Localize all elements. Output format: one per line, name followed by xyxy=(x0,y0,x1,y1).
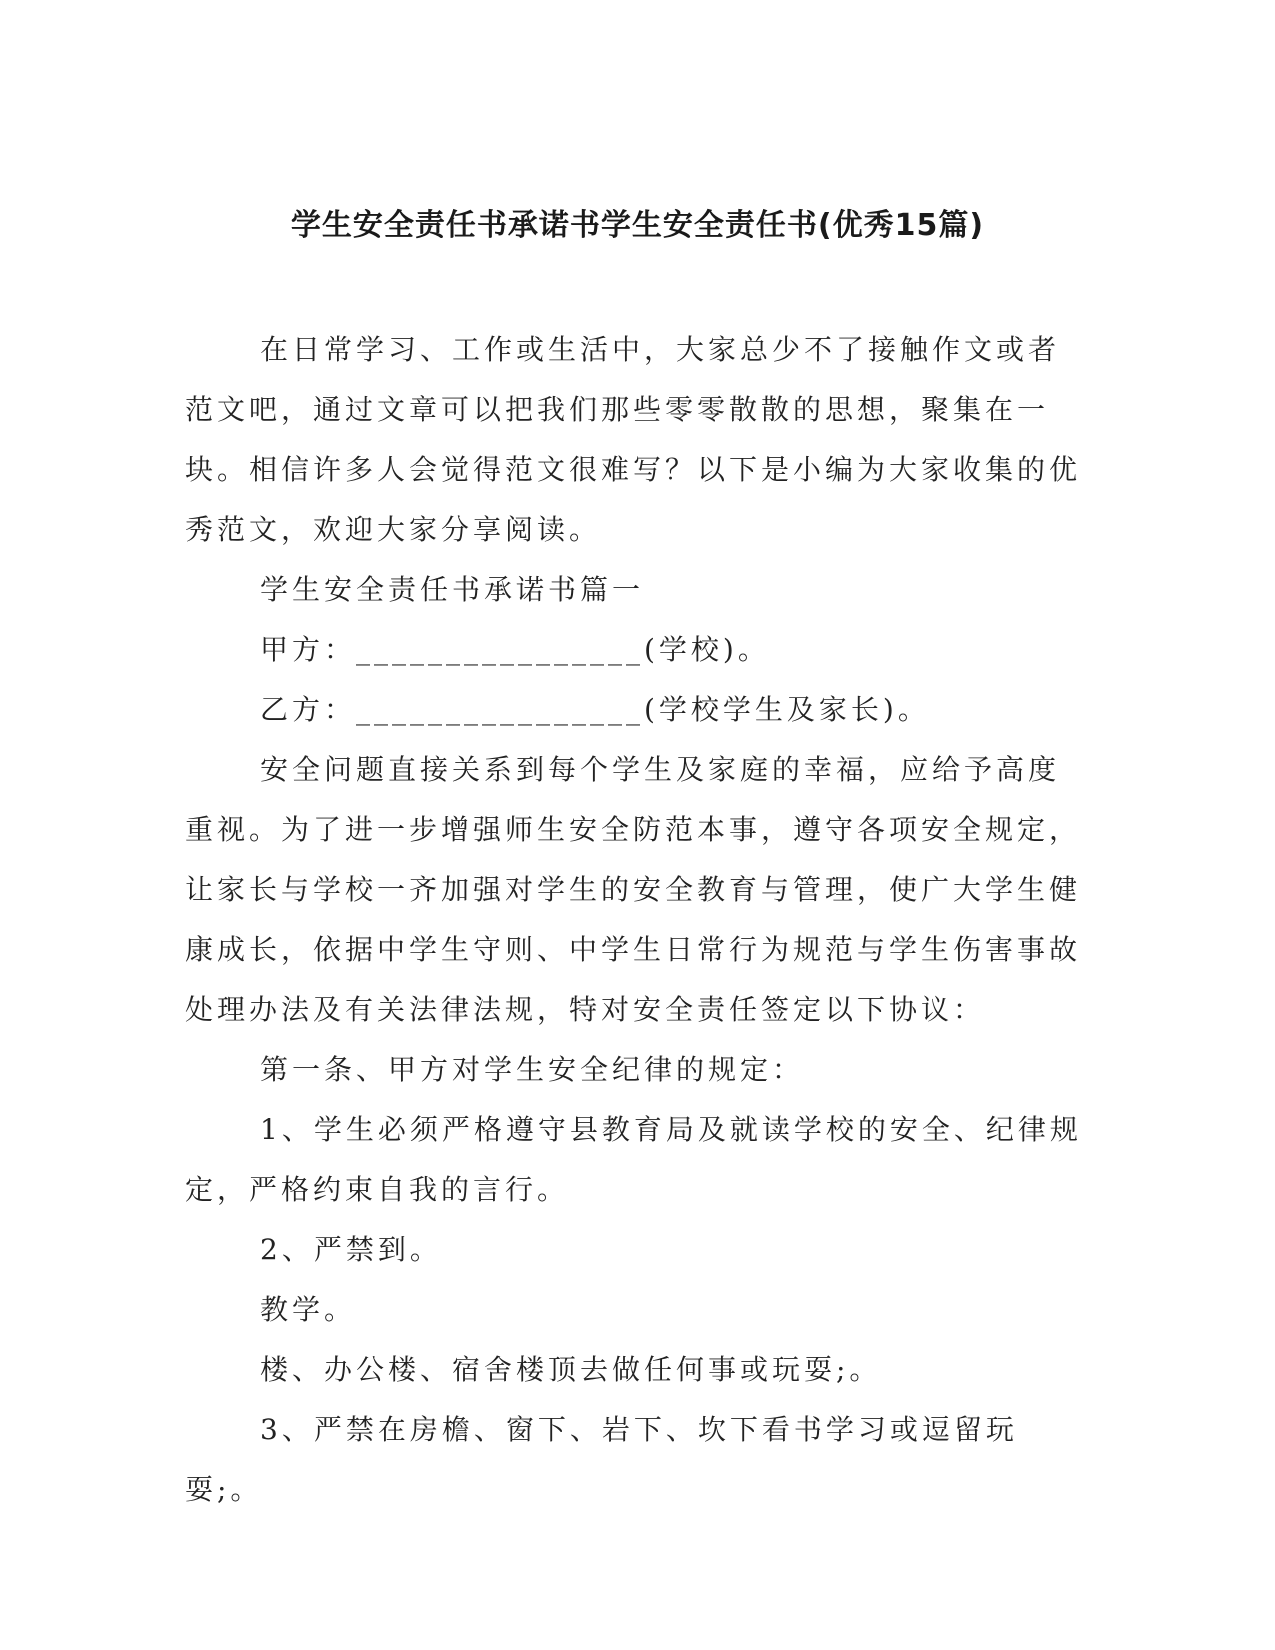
rule-item-3: 3、严禁在房檐、窗下、岩下、坎下看书学习或逗留玩耍;。 xyxy=(185,1413,1018,1506)
preamble-paragraph: 安全问题直接关系到每个学生及家庭的幸福，应给予高度重视。为了进一步增强师生安全防范本事，遵守各项安全规定，让家长与学校一齐加强对学生的安全教育与管理，使广大学生健康成长，依据中学生守则、中学生日常行为规范与学生伤害事故处理办法及有关法律法规，特对安全责任签定以下协议： xyxy=(185,753,1082,1026)
article-one-heading: 第一条、甲方对学生安全纪律的规定： xyxy=(260,1053,805,1086)
document-title: 学生安全责任书承诺书学生安全责任书(优秀15篇) xyxy=(290,208,985,243)
rule-item-2-cont-b: 楼、办公楼、宿舍楼顶去做任何事或玩耍;。 xyxy=(260,1353,882,1386)
rule-item-2: 2、严禁到。 xyxy=(260,1233,442,1266)
party-a-line: 甲方：________________(学校)。 xyxy=(260,633,770,666)
rule-item-2-cont-a: 教学。 xyxy=(260,1293,357,1326)
rule-item-1: 1、学生必须严格遵守县教育局及就读学校的安全、纪律规定，严格约束自我的言行。 xyxy=(185,1113,1082,1206)
section-heading: 学生安全责任书承诺书篇一 xyxy=(260,573,645,606)
party-b-line: 乙方：________________(学校学生及家长)。 xyxy=(260,693,930,726)
document-body xyxy=(185,320,1090,1520)
intro-paragraph: 在日常学习、工作或生活中，大家总少不了接触作文或者范文吧，通过文章可以把我们那些零零散散的思想，聚集在一块。相信许多人会觉得范文很难写？以下是小编为大家收集的优秀范文，欢迎大家分享阅读。 xyxy=(185,333,1082,546)
